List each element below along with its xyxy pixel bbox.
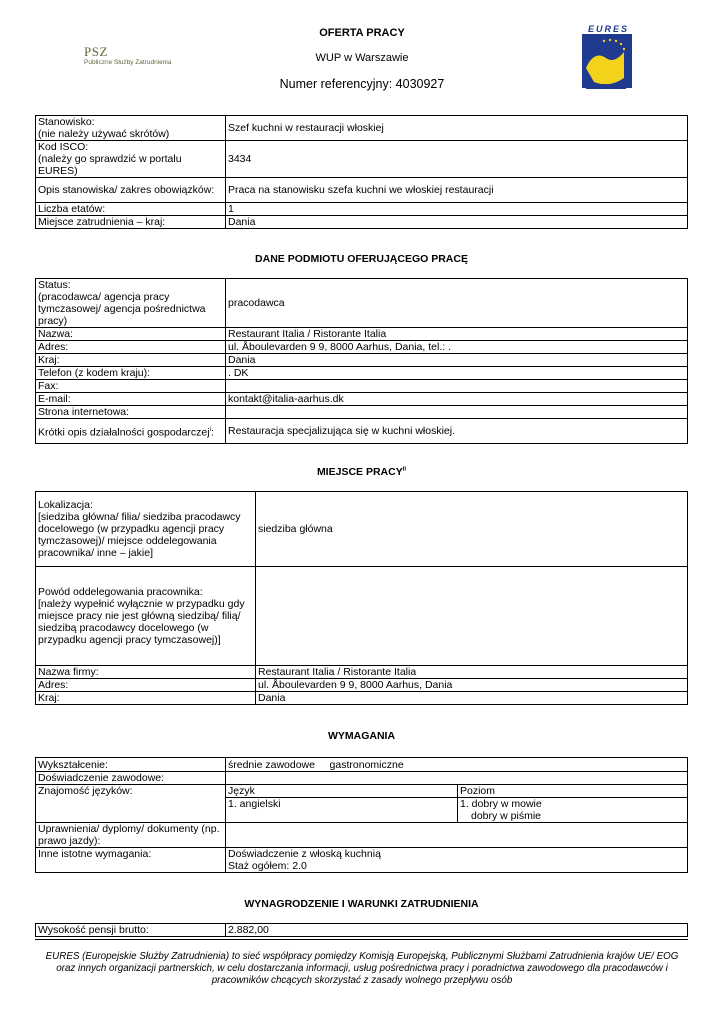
- employer-name-value: Restaurant Italia / Ristorante Italia: [226, 328, 688, 341]
- table-row: [36, 341, 688, 354]
- table-row: [36, 216, 688, 229]
- table-row: [36, 419, 688, 444]
- level-1: [458, 798, 688, 823]
- table-row: [36, 141, 688, 178]
- table-row: [36, 354, 688, 367]
- gross-salary-label: Wysokość pensji brutto:: [36, 924, 226, 937]
- country-label: Miejsce zatrudnienia – kraj:: [36, 216, 226, 229]
- footnote-marker: ii: [402, 466, 407, 473]
- location-value: siedziba główna: [256, 492, 688, 567]
- table-row: [36, 393, 688, 406]
- activity-label-text: Krótki opis działalności gospodarczej: [38, 426, 210, 439]
- email-value: kontakt@italia-aarhus.dk: [226, 393, 688, 406]
- table-row: [36, 924, 688, 937]
- description-value: Praca na stanowisku szefa kuchni we włoskiej restauracji: [226, 178, 688, 203]
- psz-logo-text: PSZ: [84, 44, 108, 59]
- psz-logo: [84, 44, 171, 66]
- country-value: Dania: [226, 216, 688, 229]
- isco-label: Kod ISCO: (należy go sprawdzić w portalu EURES): [36, 141, 226, 178]
- workplace-table: [35, 491, 688, 705]
- employer-country-value: Dania: [226, 354, 688, 367]
- footer-text: EURES (Europejskie Służby Zatrudnienia) to sieć współpracy pomiędzy Komisją Europejską, Publicznymi Służbami Zatrudnienia krajów UE/ EOG oraz innych organizacji partnerskich, w celu dostarczania informacji, usług pośrednictwa pracy i poradnictwa zawodowego dla pracodawców i pracowników chcących skorzystać z zasady wolnego przepływu osób: [45, 951, 679, 986]
- other-value-line-2: Staż ogółem: 2.0: [228, 860, 307, 872]
- activity-value: Restauracja specjalizująca się w kuchni włoskiej.: [226, 419, 688, 444]
- workplace-country-value: Dania: [256, 692, 688, 705]
- count-value: 1: [226, 203, 688, 216]
- phone-label: Telefon (z kodem kraju):: [36, 367, 226, 380]
- experience-label: Doświadczenie zawodowe:: [36, 772, 226, 785]
- table-row: [36, 328, 688, 341]
- other-value-line-1: Doświadczenie z włoską kuchnią: [228, 848, 381, 860]
- status-label: Status: (pracodawca/ agencja pracy tymczasowej/ agencja pośrednictwa pracy): [36, 279, 226, 328]
- workplace-section-title-text: MIEJSCE PRACY: [316, 466, 403, 478]
- divider: [35, 939, 688, 940]
- permits-label: Uprawnienia/ dyplomy/ dokumenty (np. prawo jazdy):: [36, 823, 226, 848]
- page-title: OFERTA PRACY: [319, 27, 405, 39]
- level-1-writing: dobry w piśmie: [471, 810, 542, 822]
- education-label: Wykształcenie:: [36, 758, 226, 772]
- description-label: Opis stanowiska/ zakres obowiązków:: [36, 178, 226, 203]
- eures-logo-text: EURES: [588, 24, 630, 34]
- table-row: [36, 848, 688, 873]
- table-row: [36, 492, 688, 567]
- requirements-section-title: WYMAGANIA: [327, 730, 396, 742]
- location-label: Lokalizacja: [siedziba główna/ filia/ siedziba pracodawcy docelowego (w przypadku agencji pracy tymczasowej)/ miejsce oddelegowania pracownika/ inne – jakie]: [36, 492, 256, 567]
- reason-label: Powód oddelegowania pracownika: [należy wypełnić wyłącznie w przypadku gdy miejsce pracy nie jest główną siedzibą/ filią/ siedzibą pracodawcy docelowego (w przypadku agencji pracy tymczasowej)]: [36, 567, 256, 666]
- requirements-table: [35, 757, 688, 873]
- table-row: [36, 772, 688, 785]
- employer-name-label: Nazwa:: [36, 328, 226, 341]
- email-label: E-mail:: [36, 393, 226, 406]
- job-table: [35, 115, 688, 229]
- table-row: [36, 279, 688, 328]
- position-value: Szef kuchni w restauracji włoskiej: [226, 116, 688, 141]
- fax-label: Fax:: [36, 380, 226, 393]
- phone-value: . DK: [226, 367, 688, 380]
- reason-value: [256, 567, 688, 666]
- psz-logo-subtitle: Publiczne Służby Zatrudnienia: [84, 59, 172, 66]
- experience-value: [226, 772, 688, 785]
- language-header: Język: [226, 785, 458, 798]
- status-value: pracodawca: [226, 279, 688, 328]
- footnote-marker: i: [209, 426, 211, 433]
- reference-number: Numer referencyjny: 4030927: [279, 77, 445, 91]
- website-label: Strona internetowa:: [36, 406, 226, 419]
- website-value: [226, 406, 688, 419]
- gross-salary-value: 2.882,00: [226, 924, 688, 937]
- employer-address-value: ul. Åboulevarden 9 9, 8000 Aarhus, Dania, tel.: .: [226, 341, 688, 354]
- table-row: [36, 679, 688, 692]
- employer-country-label: Kraj:: [36, 354, 226, 367]
- level-header: Poziom: [458, 785, 688, 798]
- table-row: [36, 203, 688, 216]
- other-value: [226, 848, 688, 873]
- table-row: [36, 823, 688, 848]
- table-row: [36, 785, 688, 798]
- activity-label-end: :: [210, 426, 214, 439]
- eures-logo: [580, 22, 636, 94]
- workplace-address-label: Adres:: [36, 679, 256, 692]
- table-row: [36, 178, 688, 203]
- table-row: [36, 666, 688, 679]
- workplace-address-value: ul. Åboulevarden 9 9, 8000 Aarhus, Dania: [256, 679, 688, 692]
- education-value: średnie zawodowe gastronomiczne: [226, 758, 688, 772]
- salary-section-title: WYNAGRODZENIE I WARUNKI ZATRUDNIENIA: [244, 898, 479, 910]
- table-row: [36, 116, 688, 141]
- isco-value: 3434: [226, 141, 688, 178]
- count-label: Liczba etatów:: [36, 203, 226, 216]
- salary-table: [35, 923, 688, 937]
- table-row: [36, 567, 688, 666]
- level-1-speaking: 1. dobry w mowie: [460, 798, 542, 810]
- languages-label: Znajomość języków:: [36, 785, 226, 823]
- fax-value: [226, 380, 688, 393]
- workplace-section-title: [35, 466, 688, 478]
- language-1: 1. angielski: [226, 798, 458, 823]
- other-label: Inne istotne wymagania:: [36, 848, 226, 873]
- table-row: [36, 692, 688, 705]
- employer-section-title: DANE PODMIOTU OFERUJĄCEGO PRACĘ: [255, 253, 468, 265]
- position-label: Stanowisko: (nie należy używać skrótów): [36, 116, 226, 141]
- activity-label: [36, 419, 226, 444]
- table-row: [36, 367, 688, 380]
- employer-table: [35, 278, 688, 444]
- permits-value: [226, 823, 688, 848]
- workplace-country-label: Kraj:: [36, 692, 256, 705]
- table-row: [36, 406, 688, 419]
- table-row: [36, 758, 688, 772]
- office-name: WUP w Warszawie: [315, 52, 409, 64]
- table-row: [36, 380, 688, 393]
- company-value: Restaurant Italia / Ristorante Italia: [256, 666, 688, 679]
- employer-address-label: Adres:: [36, 341, 226, 354]
- company-label: Nazwa firmy:: [36, 666, 256, 679]
